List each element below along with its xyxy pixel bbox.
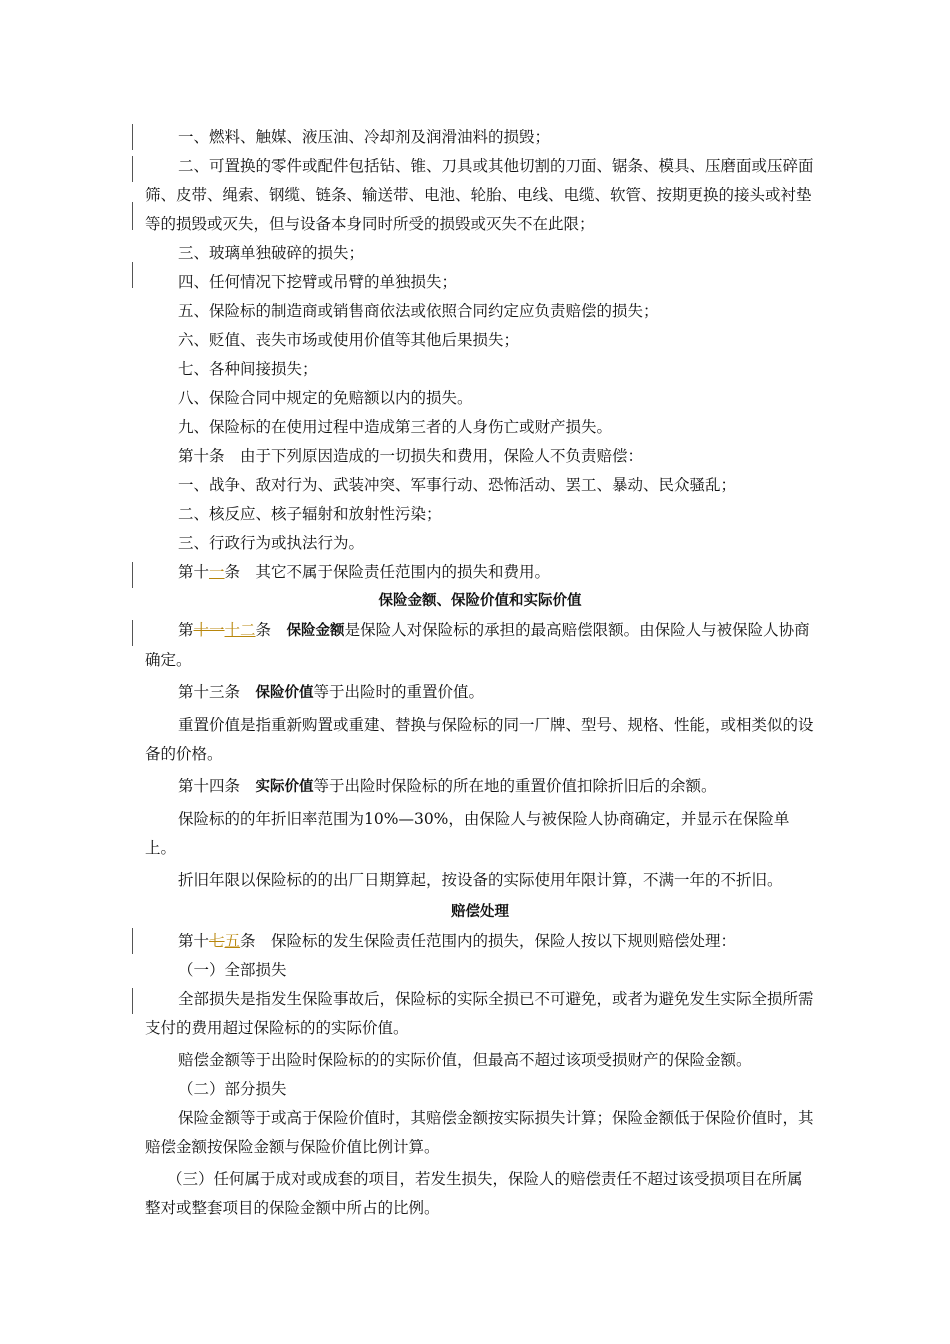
depreciation-years-paragraph: 折旧年限以保险标的的出厂日期算起，按设备的实际使用年限计算，不满一年的不折旧。 [178, 871, 783, 889]
article-12-mid: 条 [255, 621, 287, 639]
article-12 [145, 616, 815, 675]
change-bar [132, 156, 133, 182]
exclusion-item-6: 六、贬值、丧失市场或使用价值等其他后果损失； [178, 331, 520, 349]
article-10-item-2: 二、核反应、核子辐射和放射性污染； [178, 505, 442, 523]
change-bar [132, 562, 133, 588]
article-10-item-1: 一、战争、敌对行为、武装冲突、军事行动、恐怖活动、罢工、暴动、民众骚乱； [178, 476, 737, 494]
change-bar [132, 202, 133, 230]
article-14-prefix: 第十四条 [178, 777, 256, 795]
article-10-item-3: 三、行政行为或执法行为。 [178, 534, 365, 552]
inserted-text: 五 [224, 932, 241, 950]
term-actual-value: 实际价值 [255, 779, 314, 795]
article-15 [145, 927, 815, 956]
total-loss-paragraph: 全部损失是指发生保险事故后，保险标的实际全损已不可避免，或者为避免发生实际全损所需支付的费用超过保险标的的实际价值。 [145, 990, 814, 1037]
exclusion-item-9: 九、保险标的在使用过程中造成第三者的人身伤亡或财产损失。 [178, 418, 613, 436]
exclusion-item-5: 五、保险标的制造商或销售商依法或依照合同约定应负责赔偿的损失； [178, 302, 659, 320]
total-loss-heading: （一）全部损失 [178, 961, 287, 979]
article-13 [145, 678, 815, 708]
inserted-text: 十二 [224, 621, 256, 639]
deleted-text: 七 [209, 932, 225, 950]
deleted-text: 十一 [193, 621, 225, 639]
change-bar [132, 620, 133, 646]
exclusion-item-3: 三、玻璃单独破碎的损失； [178, 244, 365, 262]
article-10: 第十条 由于下列原因造成的一切损失和费用，保险人不负责赔偿： [178, 447, 644, 465]
change-bar [132, 124, 133, 150]
document-body [145, 123, 815, 1223]
exclusion-item-8: 八、保险合同中规定的免赔额以内的损失。 [178, 389, 473, 407]
article-11 [145, 558, 815, 587]
inserted-text: 一 [209, 563, 225, 581]
change-bar [132, 262, 133, 288]
section-heading-amount: 保险金额、保险价值和实际价值 [378, 593, 582, 609]
article-15-prefix: 第十 [178, 932, 210, 950]
partial-loss-paragraph: 保险金额等于或高于保险价值时，其赔偿金额按实际损失计算；保险金额低于保险价值时，其赔偿金额按保险金额与保险价值比例计算。 [145, 1109, 814, 1156]
exclusion-item-7: 七、各种间接损失； [178, 360, 318, 378]
article-12-text: 是保险人对保险标的承担的最高赔偿限额。由保险人与被保险人协商确定。 [145, 621, 810, 669]
change-bar [132, 988, 133, 1014]
article-11-text: 条 其它不属于保险责任范围内的损失和费用。 [224, 563, 551, 581]
partial-loss-heading: （二）部分损失 [178, 1080, 287, 1098]
exclusion-item-1: 一、燃料、触媒、液压油、冷却剂及润滑油料的损毁； [178, 128, 551, 146]
change-bar [132, 928, 133, 954]
exclusion-item-4: 四、任何情况下挖臂或吊臂的单独损失； [178, 273, 458, 291]
article-13-text: 等于出险时的重置价值。 [313, 683, 485, 701]
total-loss-amount-paragraph: 赔偿金额等于出险时保险标的的实际价值，但最高不超过该项受损财产的保险金额。 [178, 1051, 752, 1069]
term-insured-amount: 保险金额 [286, 623, 345, 639]
article-14 [145, 772, 815, 802]
article-15-text: 条 保险标的发生保险责任范围内的损失，保险人按以下规则赔偿处理： [240, 932, 737, 950]
paired-items-paragraph: （三）任何属于成对或成套的项目，若发生损失，保险人的赔偿责任不超过该受损项目在所属整对或整套项目的保险金额中所占的比例。 [145, 1170, 803, 1217]
exclusion-item-2: 二、可置换的零件或配件包括钻、锥、刀具或其他切割的刀面、锯条、模具、压磨面或压碎面筛、皮带、绳索、钢缆、链条、输送带、电池、轮胎、电线、电缆、软管、按期更换的接头或衬垫等的损毁或灭失，但与设备本身同时所受的损毁或灭失不在此限； [145, 157, 814, 233]
article-12-prefix: 第 [178, 621, 194, 639]
article-14-text: 等于出险时保险标的所在地的重置价值扣除折旧后的余额。 [313, 777, 717, 795]
section-heading-claims: 赔偿处理 [451, 904, 509, 920]
article-11-prefix: 第十 [178, 563, 210, 581]
term-insured-value: 保险价值 [255, 685, 314, 701]
article-13-prefix: 第十三条 [178, 683, 256, 701]
replacement-value-paragraph: 重置价值是指重新购置或重建、替换与保险标的同一厂牌、型号、规格、性能，或相类似的设备的价格。 [145, 716, 814, 763]
depreciation-rate-paragraph: 保险标的的年折旧率范围为10%—30%，由保险人与被保险人协商确定，并显示在保险单上。 [145, 810, 790, 857]
